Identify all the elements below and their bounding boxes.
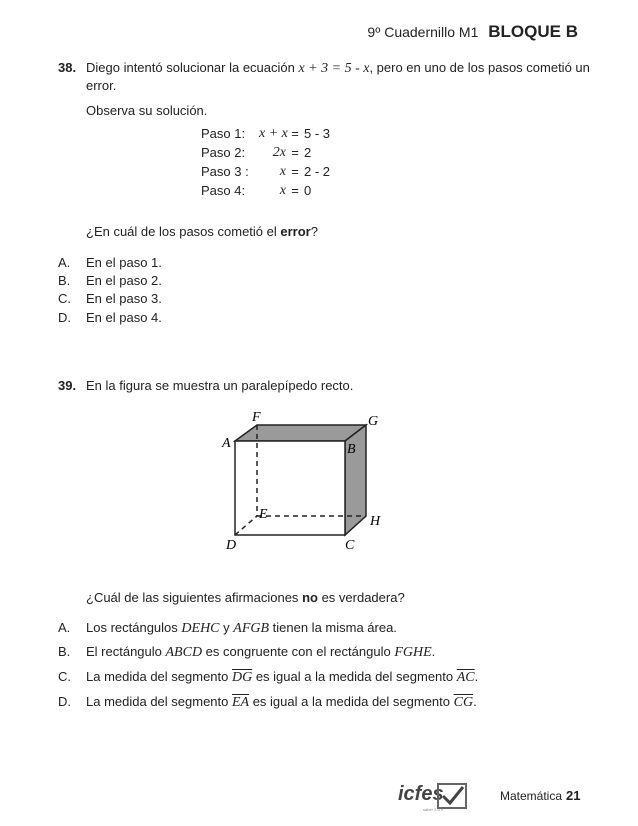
step-row [201,183,330,202]
subject-label: Matemática [500,789,563,803]
step-label: Paso 1: [201,126,246,141]
option-math: ABCD [165,645,203,660]
step-rhs: 2 - 2 [304,164,331,179]
step-lhs: x [279,164,286,179]
step-lhs: x + x [259,126,288,141]
option-text-part: tienen la misma área. [269,620,397,635]
step-row [201,126,330,145]
vertex-label-c: C [345,538,355,553]
option-c-text[interactable]: En el paso 3. [86,291,162,306]
page-header [367,22,578,42]
option-d-letter[interactable]: D. [58,310,71,325]
option-text-part: y [219,620,234,635]
question-39-prompt [86,590,405,605]
option-text-part: . [474,669,479,684]
vertex-label-g: G [368,414,379,429]
option-text-part: Los rectángulos [86,620,182,635]
prompt-text: ¿Cuál de las siguientes afirmaciones [86,590,303,605]
question-38-number: 38. [58,60,77,75]
prompt-text: es verdadera? [317,590,405,605]
option-a-text[interactable]: En el paso 1. [86,255,162,270]
step-equals: = [291,183,299,198]
vertex-label-a: A [222,436,231,451]
step-row [201,164,330,183]
step-label: Paso 3 : [201,164,249,179]
step-label: Paso 4: [201,183,246,198]
parallelepiped-figure [210,405,400,555]
prompt-text: ¿En cuál de los pasos cometió el [86,224,281,239]
option-a-letter[interactable]: A. [58,620,71,635]
option-a-letter[interactable]: A. [58,255,71,270]
observe-text: Observa su solución. [86,103,208,118]
step-row [201,145,330,164]
option-math: FGHE [394,645,432,660]
question-39-number: 39. [58,378,77,393]
option-text-part: La medida del segmento [86,694,232,709]
option-c-letter[interactable]: C. [58,669,71,684]
option-b-text[interactable]: En el paso 2. [86,273,162,288]
question-39-stem: En la figura se muestra un paralepípedo recto. [86,378,354,393]
stem-equation: x + 3 = 5 - x [298,61,370,76]
step-equals: = [291,164,299,179]
vertex-label-f: F [252,410,261,425]
option-text-part: . [431,644,436,659]
step-rhs: 5 - 3 [304,126,331,141]
checkmark-icon [437,783,467,809]
step-equals: = [291,126,299,141]
logo-subtitle: saber 3 5 9 [423,807,444,812]
prompt-emphasis: error [280,224,311,239]
option-text-part: es igual a la medida del segmento [252,669,457,684]
option-text-part: La medida del segmento [86,669,232,684]
prompt-emphasis: no [302,590,318,605]
block-label: BLOQUE B [488,22,578,41]
option-d-text[interactable] [86,694,477,711]
option-b-letter[interactable]: B. [58,644,71,659]
option-a-text[interactable] [86,620,397,637]
option-b-letter[interactable]: B. [58,273,71,288]
option-text-part: . [473,694,477,709]
step-equals: = [291,145,299,160]
question-38-stem-line2: error. [86,78,117,93]
top-face [235,425,366,441]
question-38-stem-line1 [86,60,590,77]
page-number: 21 [566,788,581,803]
stem-text: , pero en uno de los pasos cometió un [369,60,590,75]
option-text-part: El rectángulo [86,644,166,659]
option-math: DEHC [181,621,220,636]
solution-steps [201,126,330,202]
segment-dg: $\overline{DG}$ [231,670,253,685]
option-text-part: es igual a la medida del segmento [249,694,454,709]
option-text-part: es congruente con el rectángulo [202,644,395,659]
vertex-label-b: B [347,442,356,457]
vertex-label-d: D [226,538,237,553]
segment-cg: $\overline{CG}$ [453,695,474,710]
step-rhs: 0 [304,183,312,198]
option-b-text[interactable] [86,644,435,661]
option-d-text[interactable]: En el paso 4. [86,310,162,325]
segment-ac: $\overline{AC}$ [456,670,475,685]
option-math: AFGB [233,621,270,636]
booklet-title: 9º Cuadernillo M1 [367,24,479,40]
step-rhs: 2 [304,145,312,160]
step-label: Paso 2: [201,145,246,160]
prompt-text: ? [310,224,318,239]
vertex-label-h: H [370,514,381,529]
step-lhs: x [279,183,286,198]
stem-text: Diego intentó solucionar la ecuación [86,60,299,75]
option-d-letter[interactable]: D. [58,694,71,709]
option-c-letter[interactable]: C. [58,291,71,306]
step-lhs: 2x [272,145,286,160]
checkmark-icon-svg [439,785,465,807]
icfes-logo: icfes [398,783,444,805]
question-38-prompt [86,224,318,239]
segment-ea: $\overline{EA}$ [231,695,250,710]
vertex-label-e: E [259,507,268,522]
option-c-text[interactable] [86,669,478,686]
